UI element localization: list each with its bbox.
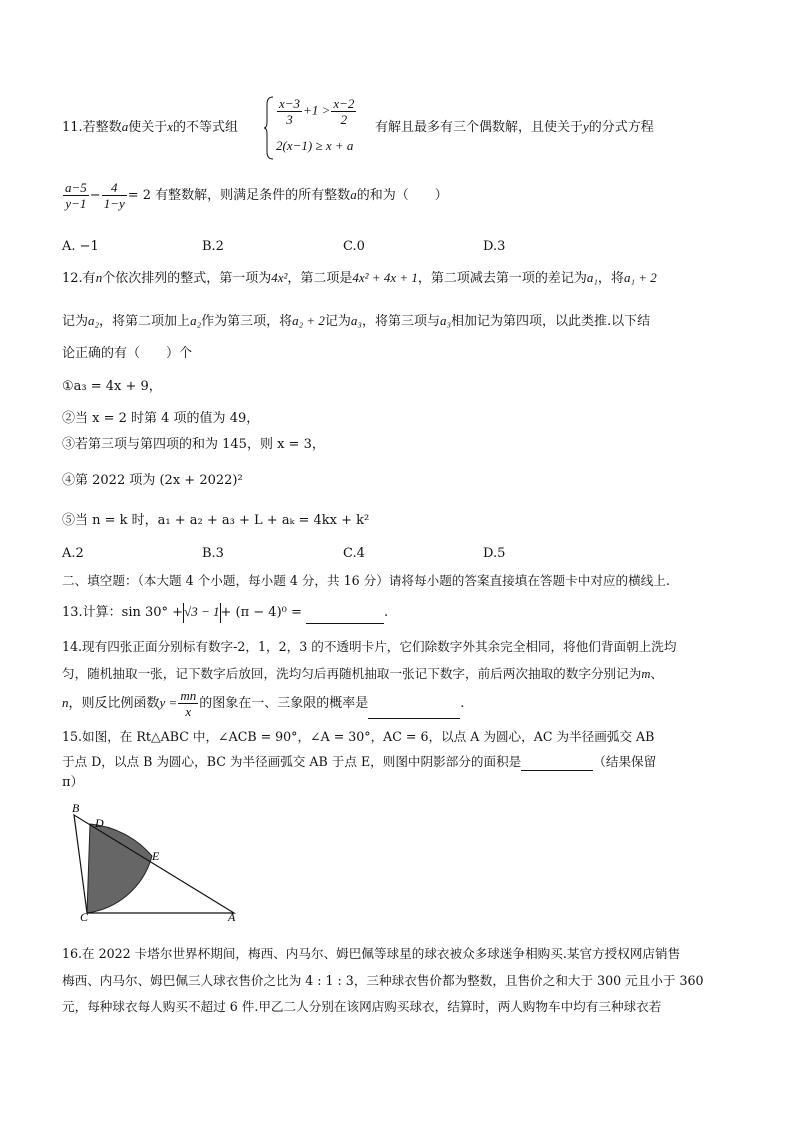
q12-statement-1: ①a₃ = 4x + 9， <box>62 379 162 394</box>
brace-icon <box>264 96 274 160</box>
q14-answer-blank[interactable] <box>368 704 460 719</box>
q12-line1: 12.有n个依次排列的整式，第一项为4x²，第二项是4x² + 4x + 1，第二项减去第一项的差记为a₁，将a₁ + 2 <box>62 270 657 286</box>
q15-line2: 于点 D，以点 B 为圆心，BC 为半径画弧交 AB 于点 E，则图中阴影部分的面积是 （结果保留 <box>62 754 657 769</box>
label-d: D <box>95 816 104 830</box>
q13-answer-blank[interactable] <box>306 609 384 624</box>
q11-option-b[interactable]: B.2 <box>202 239 224 254</box>
q12-option-a[interactable]: A.2 <box>62 546 84 561</box>
q14-frac: $\frac{mn}{x}$ <box>180 688 197 719</box>
q12-option-c[interactable]: C.4 <box>343 546 365 561</box>
q11-option-c[interactable]: C.0 <box>343 239 365 254</box>
q15-line1: 15.如图，在 Rt△ABC 中，∠ACB = 90°，∠A = 30°，AC = 6，以点 A 为圆心，AC 为半径画弧交 AB <box>62 729 655 744</box>
q13-line: 13.计算：sin 30° +√3 − 1+ (π − 4)⁰ = . <box>62 601 388 624</box>
section-2-heading: 二、填空题：（本大题 4 个小题，每小题 4 分，共 16 分）请将每小题的答案直接填在答题卡中对应的横线上. <box>62 573 670 588</box>
q12-option-b[interactable]: B.3 <box>202 546 224 561</box>
q15-line3: π） <box>62 775 84 790</box>
q16-line2: 梅西、内马尔、姆巴佩三人球衣售价之比为 4 : 1 : 3，三种球衣售价都为整数，且售价之和大于 300 元且小于 360 <box>62 973 704 988</box>
q11-line1: 11.若整数a使关于x的不等式组 <box>62 119 238 135</box>
q11-line2: $\frac{a-5}{y-1}$ − $\frac{4}{1-y}$ = 2 有整数解，则满足条件的所有整数a的和为（ ） <box>65 180 448 211</box>
q12-statement-2: ②当 x = 2 时第 4 项的值为 49， <box>62 411 260 426</box>
q11-line1-cont: 有解且最多有三个偶数解，且使关于y的分式方程 <box>375 119 654 135</box>
q11-frac1: $\frac{a-5}{y-1}$ <box>65 180 87 211</box>
q12-line3: 论正确的有（ ）个 <box>62 346 193 361</box>
q14-line3: n，则反比例函数y = $\frac{mn}{x}$ 的图象在一、三象限的概率是 . <box>62 688 465 719</box>
q16-line3: 元，每种球衣每人购买不超过 6 件.甲乙二人分别在该网店购买球衣，结算时，两人购物车中均有三种球衣若 <box>62 999 662 1014</box>
shaded-region <box>87 824 152 913</box>
q12-option-d[interactable]: D.5 <box>483 546 506 561</box>
q14-line1: 14.现有四张正面分别标有数字-2，1，2，3 的不透明卡片，它们除数字外其余完全相同，将他们背面朝上洗均 <box>62 639 677 654</box>
q11-option-a[interactable]: A. −1 <box>62 239 99 254</box>
label-c: C <box>80 910 89 922</box>
q12-statement-4: ④第 2022 项为 (2x + 2022)² <box>62 473 243 488</box>
label-e: E <box>152 849 160 863</box>
q11-ineq2: 2(x−1) ≥ x + a <box>276 138 354 153</box>
q12-statement-5: ⑤当 n = k 时，a₁ + a₂ + a₃ + L + aₖ = 4kx + k² <box>62 513 370 528</box>
q11-option-d[interactable]: D.3 <box>483 239 506 254</box>
q16-line1: 16.在 2022 卡塔尔世界杯期间，梅西、内马尔、姆巴佩等球星的球衣被众多球迷争相购买.某官方授权网店销售 <box>62 946 681 961</box>
q11-ineq1: $\frac{x-3}{3}$ +1 > $\frac{x-2}{2}$ <box>279 96 355 127</box>
q15-figure <box>62 800 242 922</box>
label-a: A <box>228 910 236 922</box>
q11-frac2: $\frac{4}{1-y}$ <box>103 180 125 211</box>
label-b: B <box>72 801 80 815</box>
q12-statement-3: ③若第三项与第四项的和为 145，则 x = 3， <box>62 437 325 452</box>
q14-line2: 匀，随机抽取一张，记下数字后放回，洗均匀后再随机抽取一张记下数字，前后两次抽取的数字分别记为m、 <box>62 666 664 681</box>
q15-answer-blank[interactable] <box>521 756 593 771</box>
q12-line2: 记为a₂，将第二项加上a₂作为第三项，将a₂ + 2记为a₃，将第三项与a₃相加记为第四项，以此类推.以下结 <box>62 313 651 329</box>
